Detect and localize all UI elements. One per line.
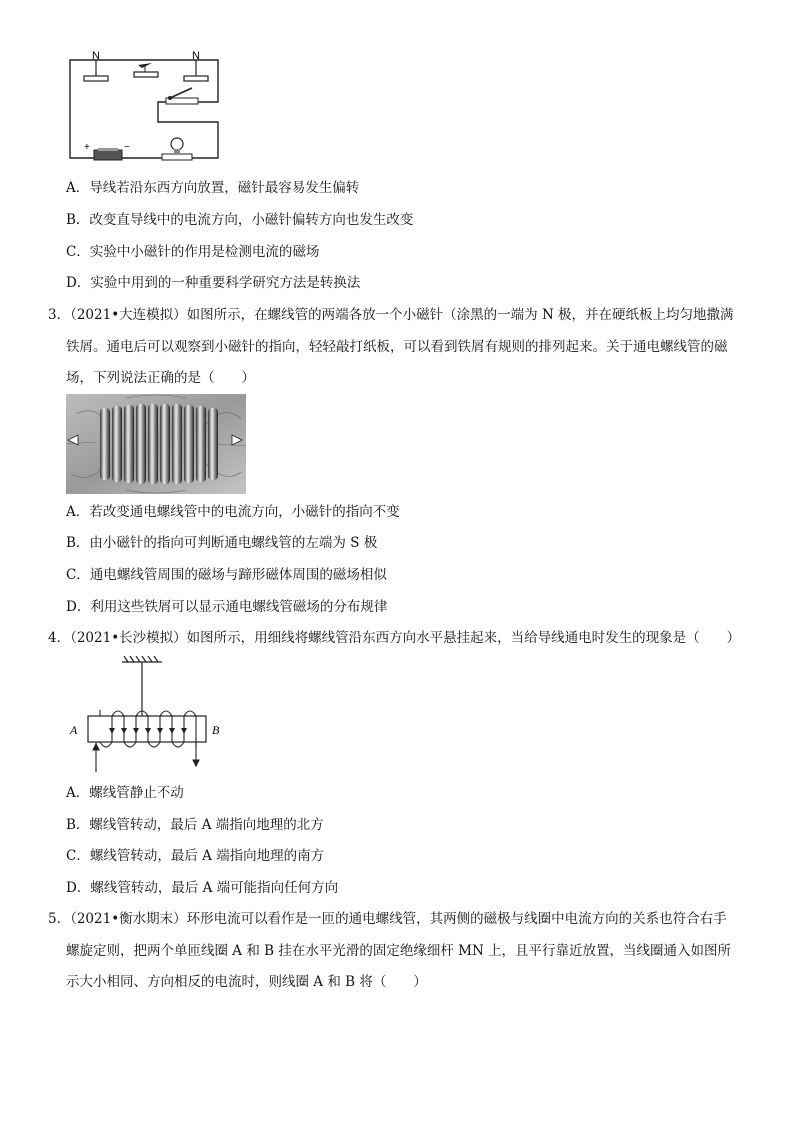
q3-option-d[interactable]: D．利用这些铁屑可以显示通电螺线管磁场的分布规律 <box>66 599 388 615</box>
solenoid-photo <box>66 394 246 494</box>
q2-option-b[interactable]: B．改变直导线中的电流方向，小磁针偏转方向也发生改变 <box>66 212 414 228</box>
q3-option-a[interactable]: A．若改变通电螺线管中的电流方向，小磁针的指向不变 <box>66 504 400 520</box>
q3-stem-line-1: 3．（2021•大连模拟）如图所示，在螺线管的两端各放一个小磁针（涂黑的一端为 N 极，并在硬纸板上均匀地撒满 <box>48 307 734 323</box>
q5-stem-line-2: 螺旋定则，把两个单匝线圈 A 和 B 挂在水平光滑的固定绝缘细杆 MN 上，且平行靠近放置，当线圈通入如图所 <box>66 943 732 959</box>
q4-option-a[interactable]: A．螺线管静止不动 <box>66 785 184 801</box>
end-label-a: A <box>70 723 78 737</box>
q4-option-b[interactable]: B．螺线管转动，最后 A 端指向地理的北方 <box>66 817 324 833</box>
pole-label-n-left: N <box>92 50 100 62</box>
q5-stem-line-3: 示大小相同、方向相反的电流时，则线圈 A 和 B 将（ ） <box>66 974 427 990</box>
q2-option-a[interactable]: A．导线若沿东西方向放置，磁针最容易发生偏转 <box>66 180 360 196</box>
q5-stem-line-1: 5．（2021•衡水期末）环形电流可以看作是一匝的通电螺线管，其两侧的磁极与线圈中电流方向的关系也符合右手 <box>48 911 727 927</box>
pole-label-n-right: N <box>192 50 200 62</box>
svg-text:+: + <box>84 142 90 153</box>
svg-text:−: − <box>124 142 130 153</box>
circuit-diagram <box>66 50 226 166</box>
q3-stem-line-3: 场，下列说法正确的是（ ） <box>66 370 255 386</box>
switch <box>166 88 198 104</box>
q4-stem-line-1: 4．（2021•长沙模拟）如图所示，用细线将螺线管沿东西方向水平悬挂起来，当给导线通电时发生的现象是（ ） <box>48 630 741 646</box>
magnet-needle-right <box>184 60 208 81</box>
q3-option-b[interactable]: B．由小磁针的指向可判断通电螺线管的左端为 S 极 <box>66 535 378 551</box>
end-label-b: B <box>212 723 220 737</box>
q2-option-d[interactable]: D．实验中用到的一种重要科学研究方法是转换法 <box>66 275 361 291</box>
q4-option-d[interactable]: D．螺线管转动，最后 A 端可能指向任何方向 <box>66 880 339 896</box>
light-bulb <box>162 138 192 160</box>
hanging-solenoid-diagram <box>66 656 226 776</box>
q3-option-c[interactable]: C．通电螺线管周围的磁场与蹄形磁体周围的磁场相似 <box>66 567 387 583</box>
q3-stem-line-2: 铁屑。通电后可以观察到小磁针的指向，轻轻敲打纸板，可以看到铁屑有规则的排列起来。关于通电螺线管的磁 <box>66 339 728 355</box>
compass-needle <box>134 63 158 77</box>
ceiling-support <box>122 656 162 716</box>
q2-option-c[interactable]: C．实验中小磁针的作用是检测电流的磁场 <box>66 244 320 260</box>
q4-option-c[interactable]: C．螺线管转动，最后 A 端指向地理的南方 <box>66 848 325 864</box>
magnet-needle-left <box>84 60 108 81</box>
